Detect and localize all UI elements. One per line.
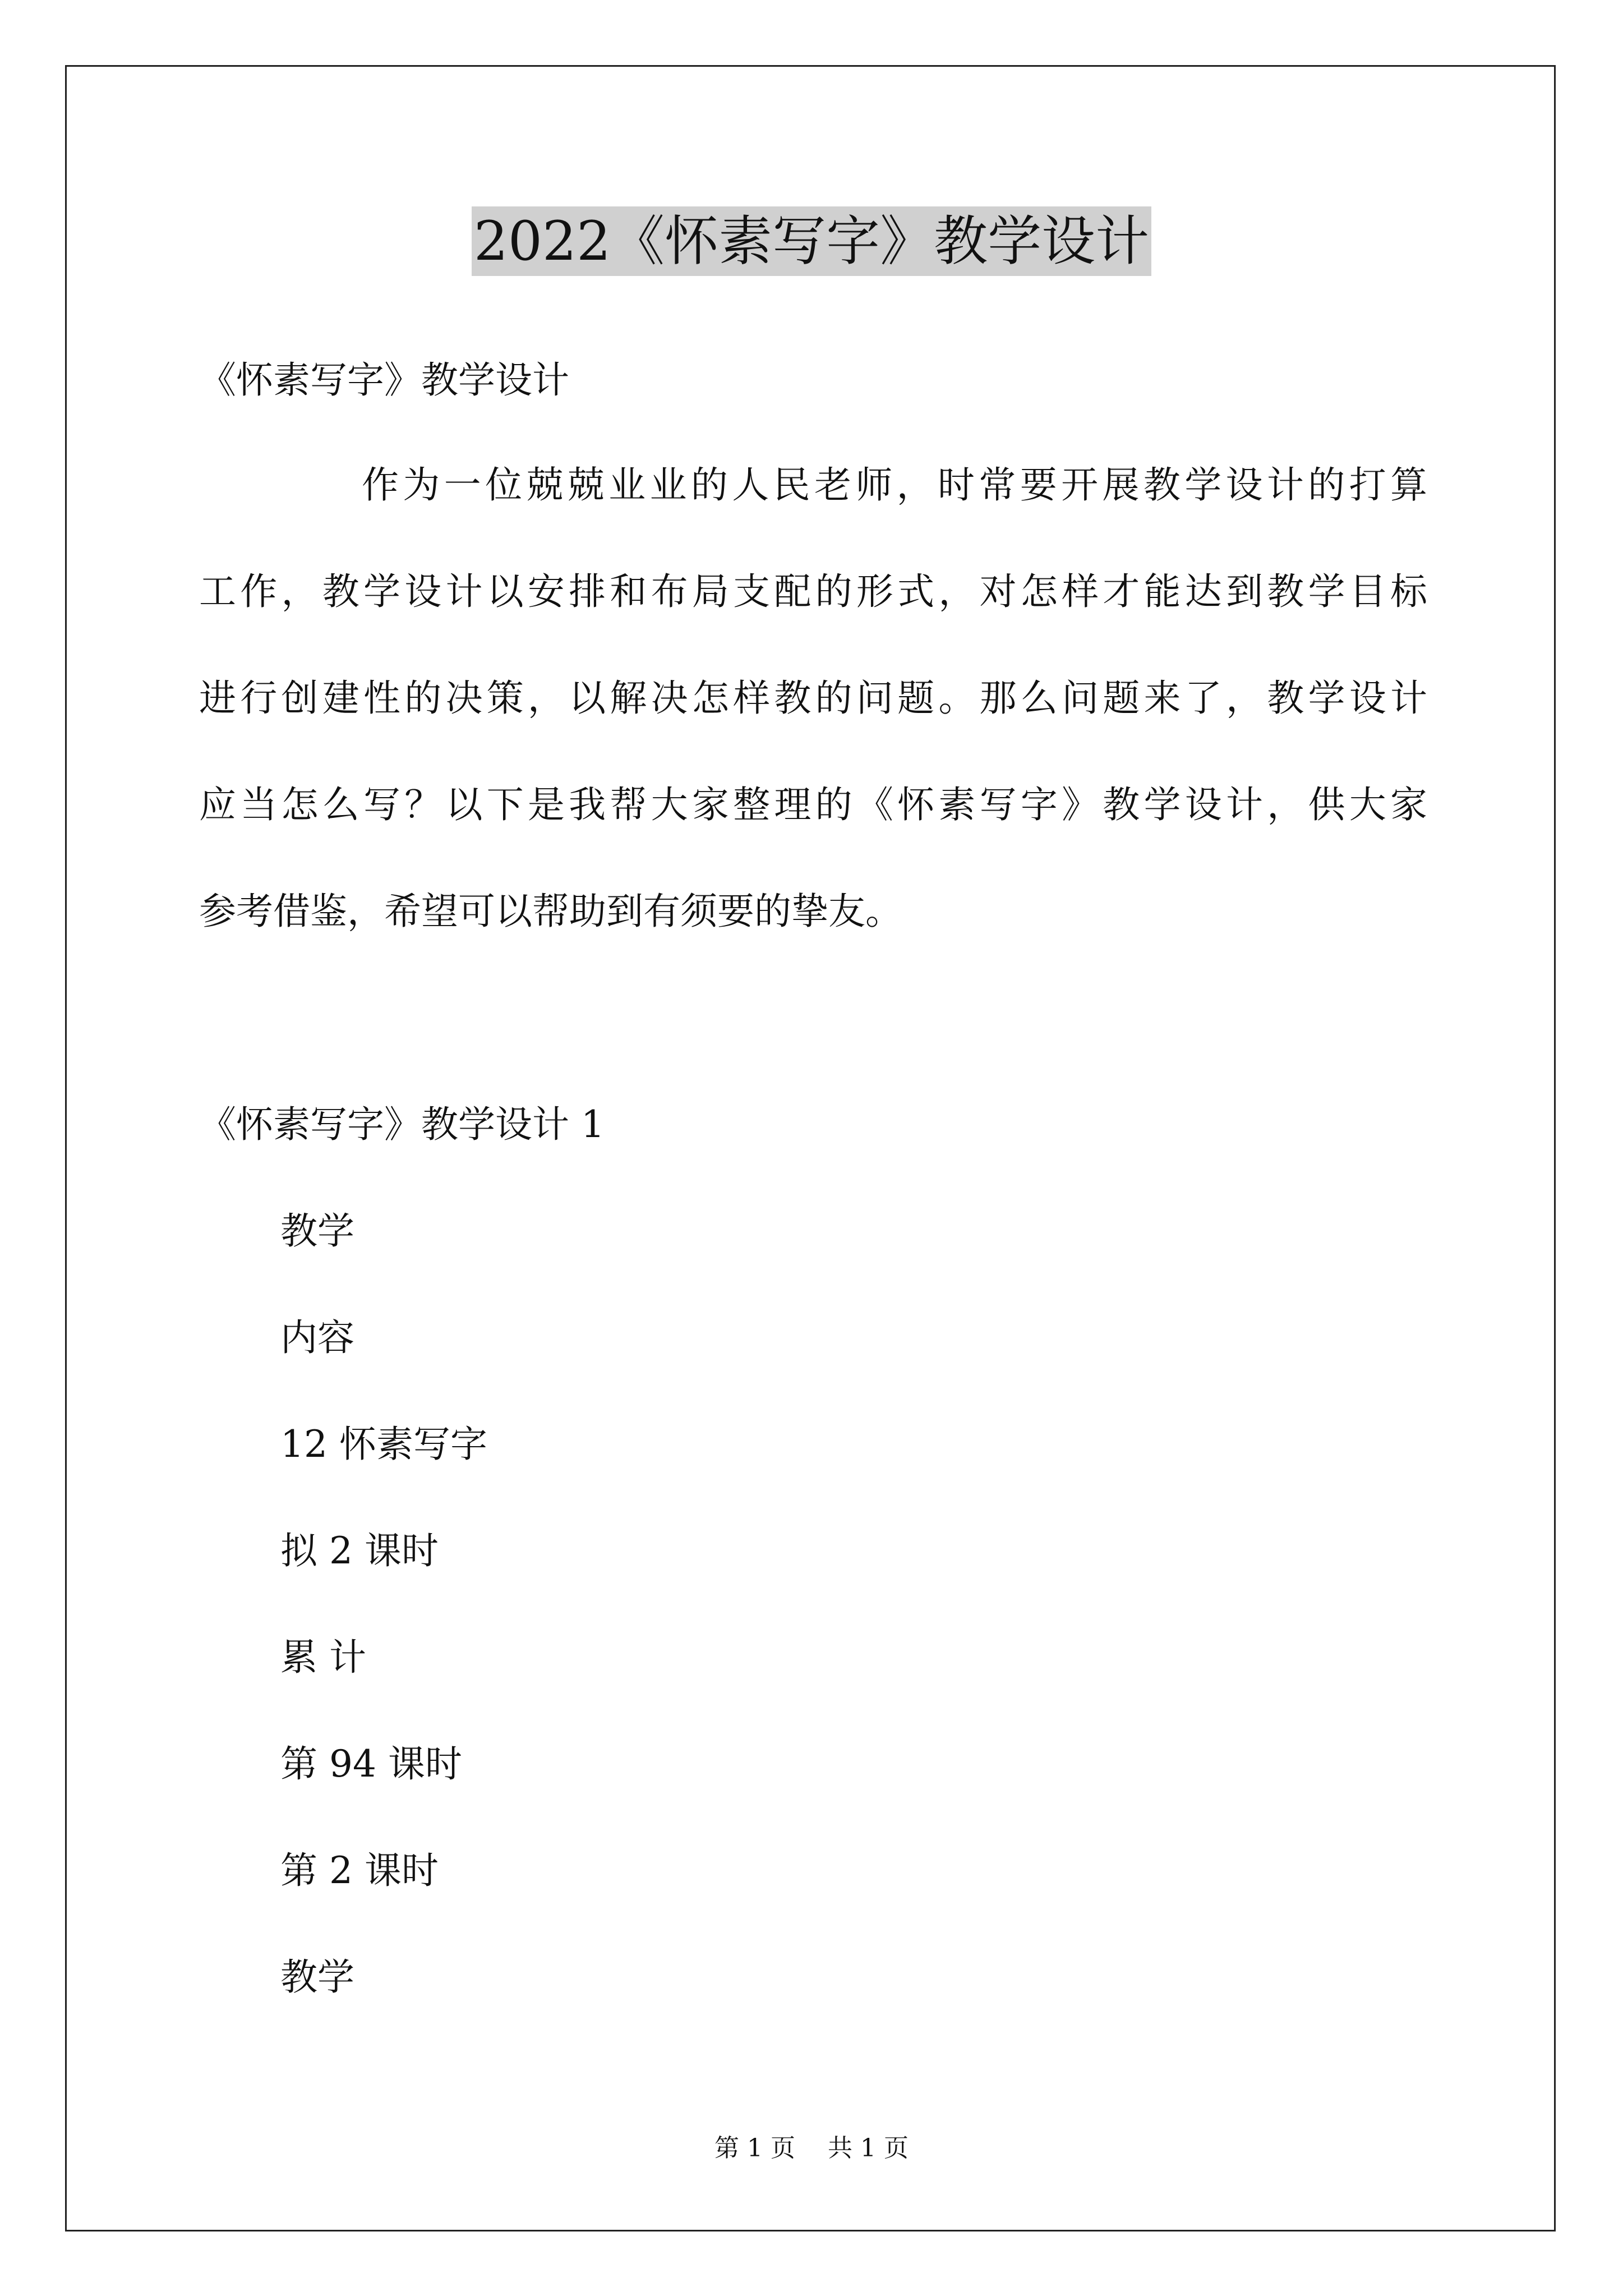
page-number-total: 共 1 页 (828, 2134, 909, 2162)
intro-line: 应当怎么写？以下是我帮大家整理的《怀素写字》教学设计，供大家 (199, 783, 1427, 826)
section-item: 内容 (280, 1316, 354, 1359)
section-item: 教学 (280, 1955, 354, 1999)
page-footer (0, 2132, 1623, 2165)
section-item: 第 2 课时 (280, 1849, 439, 1892)
section-item: 教学 (280, 1209, 354, 1253)
section-heading: 《怀素写字》教学设计 1 (199, 1103, 605, 1146)
section-item: 拟 2 课时 (280, 1529, 439, 1572)
section-item: 第 94 课时 (280, 1742, 462, 1786)
intro-line: 工作，教学设计以安排和布局支配的形式，对怎样才能达到教学目标 (199, 570, 1427, 613)
intro-line: 进行创建性的决策，以解决怎样教的问题。那么问题来了，教学设计 (199, 677, 1427, 720)
intro-line: 参考借鉴，希望可以帮助到有须要的挚友。 (199, 890, 902, 933)
document-title (0, 205, 1623, 278)
document-subtitle: 《怀素写字》教学设计 (199, 358, 569, 402)
document-title-text: 2022《怀素写字》教学设计 (472, 206, 1151, 276)
section-item: 累 计 (280, 1636, 366, 1679)
intro-line: 作为一位兢兢业业的人民老师，时常要开展教学设计的打算 (362, 463, 1427, 507)
page-number-current: 第 1 页 (714, 2134, 795, 2162)
section-item: 12 怀素写字 (280, 1423, 487, 1466)
